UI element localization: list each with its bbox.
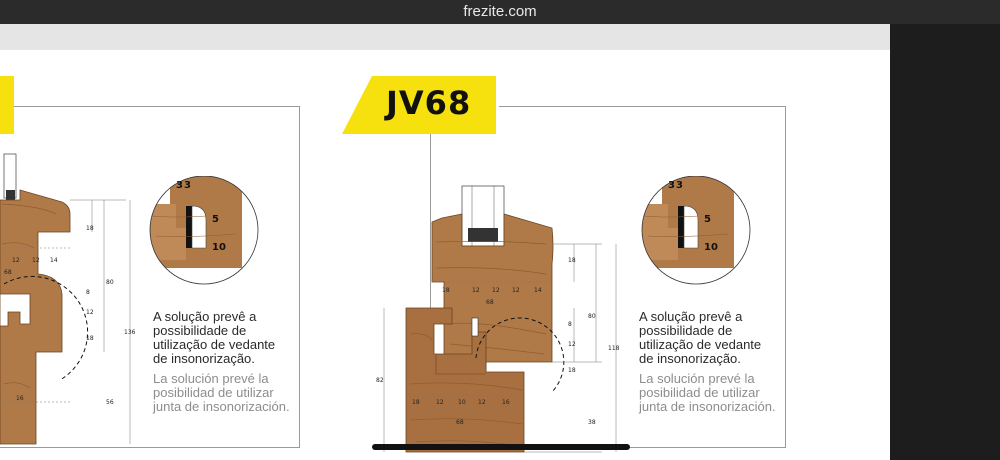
- right-text-es: La solución prevé la posibilidad de utilizar junta de insonorización.: [639, 371, 776, 414]
- dim-68: 68: [4, 269, 12, 276]
- dim-18b: 18: [86, 335, 94, 342]
- home-indicator[interactable]: [372, 444, 630, 450]
- right-text-pt: A solução prevê a possibilidade de utilização de vedante de insonorização.: [639, 309, 762, 366]
- dim-82: 82: [376, 377, 384, 384]
- product-tag-jv68: [342, 76, 496, 134]
- dim-top-18: 18: [568, 257, 576, 264]
- dim-b16: 16: [502, 399, 510, 406]
- left-panel-tag: [0, 76, 14, 134]
- dim-12c: 12: [86, 309, 94, 316]
- detail-10: 10: [212, 242, 226, 253]
- dim-b10: 10: [458, 399, 466, 406]
- browser-address-bar[interactable]: [0, 0, 1000, 24]
- dim-b12b: 12: [478, 399, 486, 406]
- dim-b18: 18: [412, 399, 420, 406]
- right-detail-circle: [638, 176, 758, 286]
- dim-136: 136: [124, 329, 136, 336]
- dim-56: 56: [106, 399, 114, 406]
- dim-8: 8: [568, 321, 572, 328]
- detail-3a: 3: [176, 180, 183, 191]
- dim-t12c: 12: [512, 287, 520, 294]
- side-dark-panel: [890, 24, 1000, 460]
- document-page: [0, 24, 890, 460]
- detail-5: 5: [212, 214, 219, 225]
- dim-t18: 18: [442, 287, 450, 294]
- detail-3b: 3: [184, 180, 191, 191]
- dim-80: 80: [106, 279, 114, 286]
- dim-18: 18: [86, 225, 94, 232]
- left-profile-drawing: [0, 144, 140, 460]
- page-top-strip: [0, 24, 890, 50]
- product-tag-label: JV68: [386, 84, 472, 122]
- dim-14: 14: [50, 257, 58, 264]
- dim-t12b: 12: [492, 287, 500, 294]
- dim-12b: 12: [32, 257, 40, 264]
- dim-b68: 68: [456, 419, 464, 426]
- left-detail-circle: [146, 176, 266, 286]
- dim-12: 12: [568, 341, 576, 348]
- dim-80: 80: [588, 313, 596, 320]
- detail-10: 10: [704, 242, 718, 253]
- dim-t12a: 12: [472, 287, 480, 294]
- dim-38: 38: [588, 419, 596, 426]
- dim-b12a: 12: [436, 399, 444, 406]
- dim-8: 8: [86, 289, 90, 296]
- left-text-es: La solución prevé la posibilidad de utilizar junta de insonorización.: [153, 371, 290, 414]
- detail-5: 5: [704, 214, 711, 225]
- dim-t68: 68: [486, 299, 494, 306]
- dim-t14: 14: [534, 287, 542, 294]
- detail-3b: 3: [676, 180, 683, 191]
- dim-12a: 12: [12, 257, 20, 264]
- left-text-pt: A solução prevê a possibilidade de utilização de vedante de insonorização.: [153, 309, 276, 366]
- right-profile-drawing: [376, 184, 632, 460]
- dim-16: 16: [16, 395, 24, 402]
- detail-3a: 3: [668, 180, 675, 191]
- browser-domain: frezite.com: [463, 3, 537, 20]
- dim-18b: 18: [568, 367, 576, 374]
- dim-118: 118: [608, 345, 620, 352]
